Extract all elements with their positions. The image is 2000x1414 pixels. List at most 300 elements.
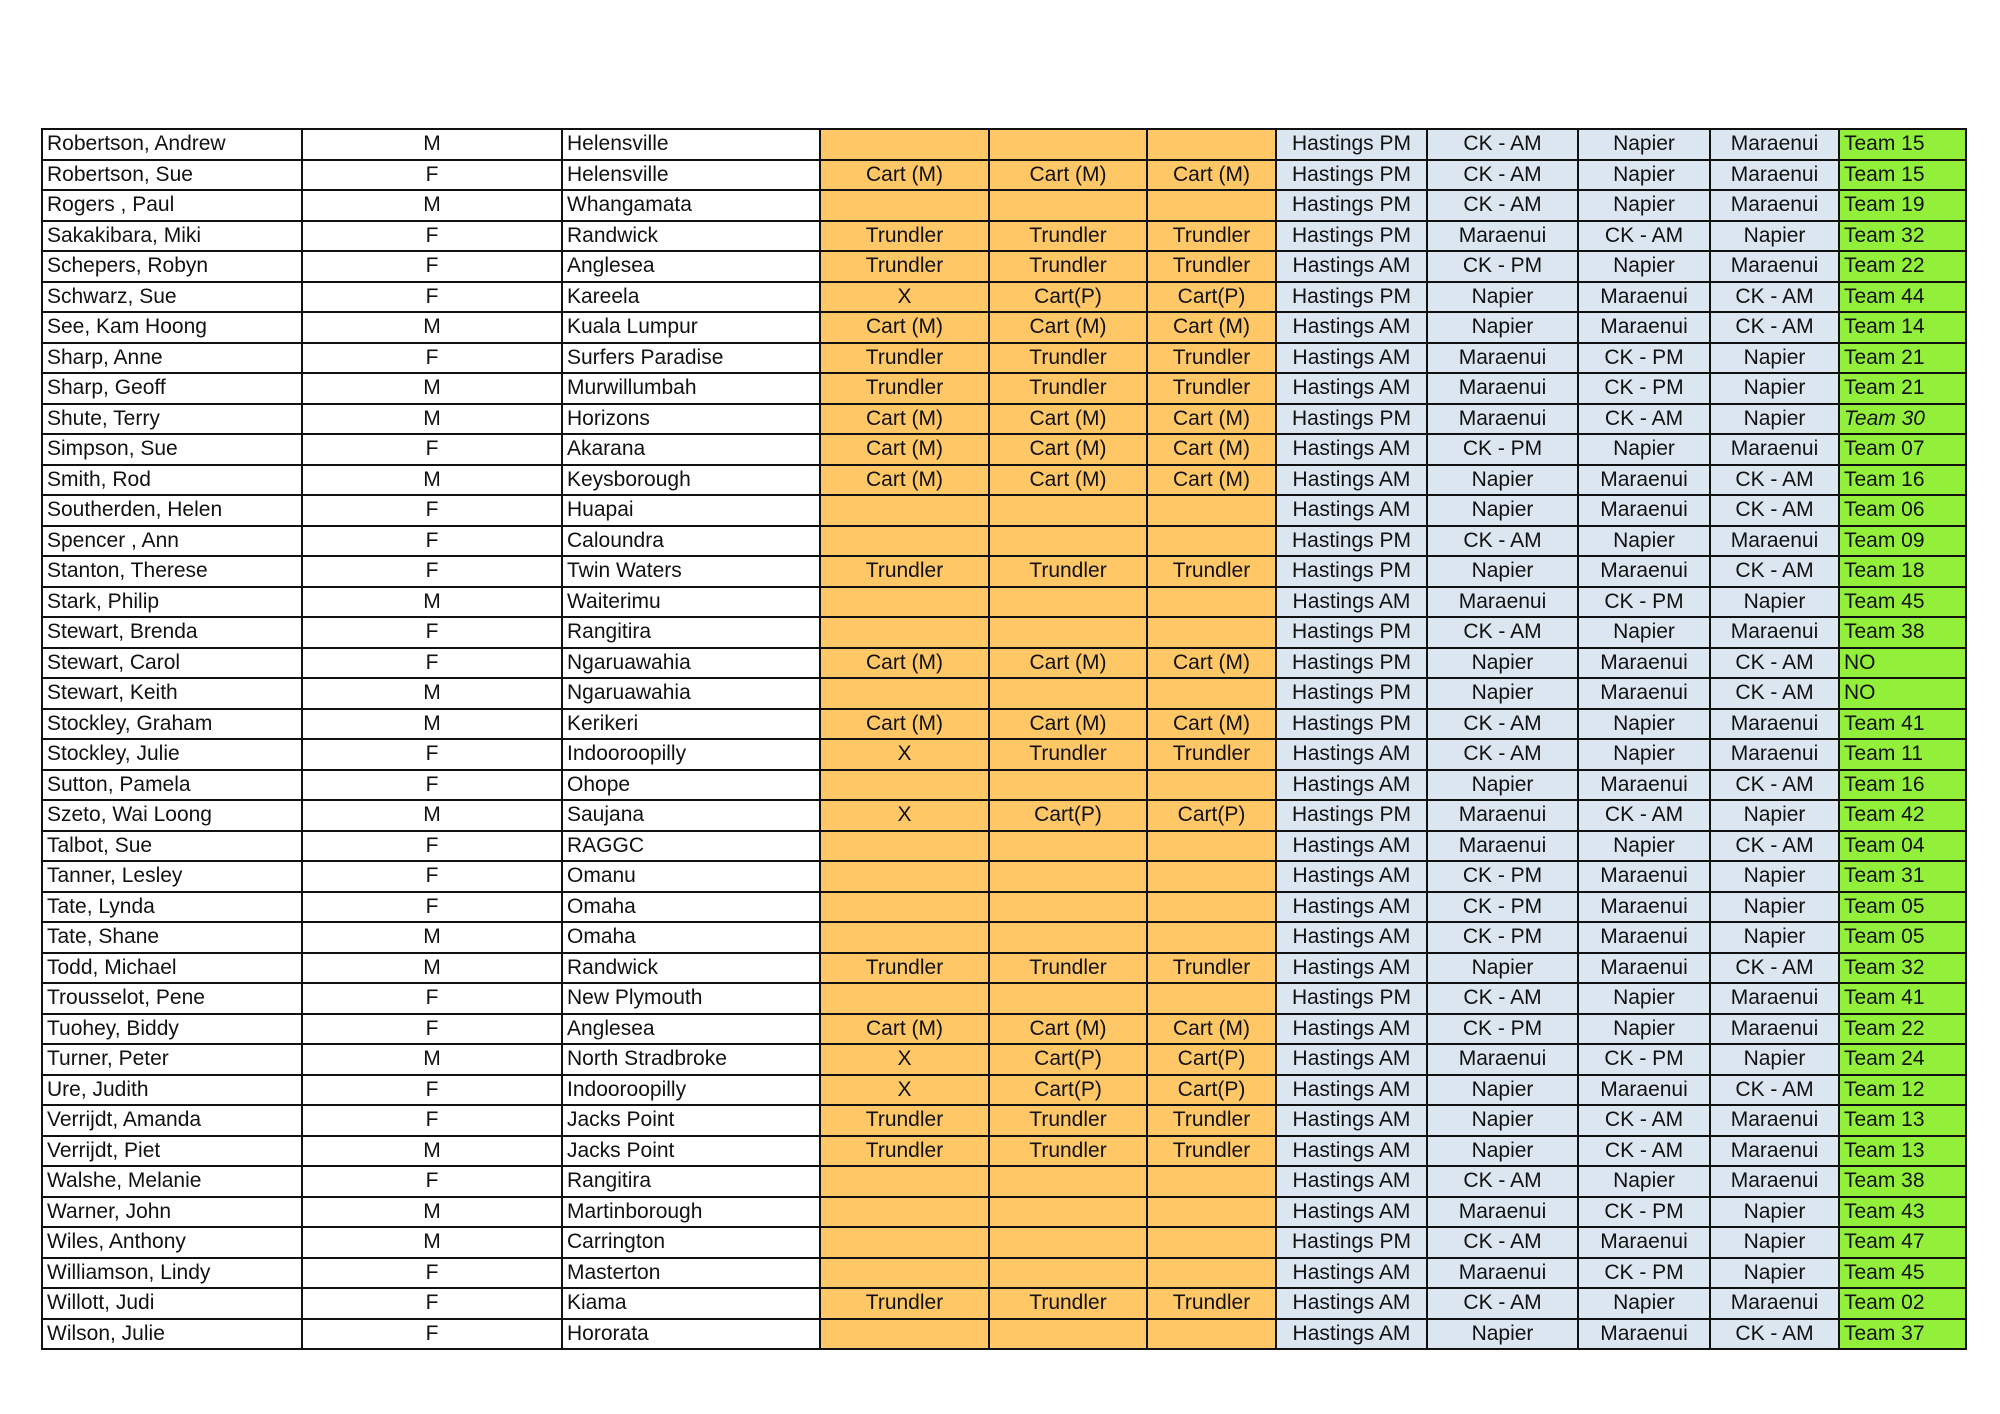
round4-course-cell: Maraenui xyxy=(1710,739,1839,770)
round3-course-cell: Napier xyxy=(1578,251,1710,282)
round1-course-cell: Hastings PM xyxy=(1276,526,1427,557)
table-row xyxy=(42,343,1966,374)
player-name-cell: Talbot, Sue xyxy=(42,831,302,862)
equipment-day2-cell xyxy=(989,678,1147,709)
equipment-day1-cell: Trundler xyxy=(820,556,989,587)
table-row xyxy=(42,831,1966,862)
round4-course-cell: Maraenui xyxy=(1710,190,1839,221)
team-cell: Team 42 xyxy=(1839,800,1966,831)
round4-course-cell: Napier xyxy=(1710,892,1839,923)
table-row xyxy=(42,739,1966,770)
equipment-day3-cell: Cart (M) xyxy=(1147,648,1276,679)
equipment-day1-cell xyxy=(820,495,989,526)
club-cell: Anglesea xyxy=(562,1014,820,1045)
round3-course-cell: CK - PM xyxy=(1578,373,1710,404)
team-cell: Team 22 xyxy=(1839,251,1966,282)
round1-course-cell: Hastings AM xyxy=(1276,465,1427,496)
round3-course-cell: Napier xyxy=(1578,434,1710,465)
equipment-day1-cell xyxy=(820,678,989,709)
club-cell: Huapai xyxy=(562,495,820,526)
gender-cell: M xyxy=(302,922,562,953)
club-cell: Whangamata xyxy=(562,190,820,221)
gender-cell: F xyxy=(302,770,562,801)
equipment-day1-cell xyxy=(820,892,989,923)
round3-course-cell: CK - PM xyxy=(1578,1258,1710,1289)
round2-course-cell: CK - PM xyxy=(1427,434,1578,465)
gender-cell: F xyxy=(302,526,562,557)
round2-course-cell: Napier xyxy=(1427,465,1578,496)
club-cell: Kareela xyxy=(562,282,820,313)
gender-cell: F xyxy=(302,617,562,648)
table-row xyxy=(42,617,1966,648)
team-cell: Team 05 xyxy=(1839,922,1966,953)
gender-cell: M xyxy=(302,190,562,221)
round1-course-cell: Hastings AM xyxy=(1276,1258,1427,1289)
round3-course-cell: Napier xyxy=(1578,1288,1710,1319)
round3-course-cell: Napier xyxy=(1578,129,1710,160)
round4-course-cell: Maraenui xyxy=(1710,526,1839,557)
equipment-day2-cell: Trundler xyxy=(989,373,1147,404)
round2-course-cell: CK - AM xyxy=(1427,129,1578,160)
equipment-day2-cell: Trundler xyxy=(989,739,1147,770)
round4-course-cell: CK - AM xyxy=(1710,312,1839,343)
table-row xyxy=(42,709,1966,740)
round4-course-cell: CK - AM xyxy=(1710,953,1839,984)
team-cell: Team 02 xyxy=(1839,1288,1966,1319)
round1-course-cell: Hastings PM xyxy=(1276,221,1427,252)
team-cell: Team 38 xyxy=(1839,617,1966,648)
gender-cell: F xyxy=(302,1288,562,1319)
gender-cell: M xyxy=(302,587,562,618)
player-name-cell: Stewart, Keith xyxy=(42,678,302,709)
player-name-cell: Robertson, Andrew xyxy=(42,129,302,160)
round4-course-cell: Maraenui xyxy=(1710,983,1839,1014)
round4-course-cell: Maraenui xyxy=(1710,1105,1839,1136)
player-name-cell: Szeto, Wai Loong xyxy=(42,800,302,831)
team-cell: Team 05 xyxy=(1839,892,1966,923)
round2-course-cell: CK - AM xyxy=(1427,739,1578,770)
round3-course-cell: CK - AM xyxy=(1578,800,1710,831)
round4-course-cell: Napier xyxy=(1710,1227,1839,1258)
player-name-cell: Sutton, Pamela xyxy=(42,770,302,801)
round4-course-cell: CK - AM xyxy=(1710,465,1839,496)
round1-course-cell: Hastings AM xyxy=(1276,1197,1427,1228)
club-cell: Hororata xyxy=(562,1319,820,1350)
team-cell: Team 32 xyxy=(1839,953,1966,984)
gender-cell: M xyxy=(302,129,562,160)
round4-course-cell: Maraenui xyxy=(1710,251,1839,282)
table-row xyxy=(42,556,1966,587)
equipment-day1-cell: Cart (M) xyxy=(820,312,989,343)
equipment-day3-cell xyxy=(1147,526,1276,557)
player-name-cell: Southerden, Helen xyxy=(42,495,302,526)
round3-course-cell: Napier xyxy=(1578,190,1710,221)
round3-course-cell: Napier xyxy=(1578,1014,1710,1045)
equipment-day1-cell xyxy=(820,587,989,618)
club-cell: Ohope xyxy=(562,770,820,801)
club-cell: Kerikeri xyxy=(562,709,820,740)
round4-course-cell: Napier xyxy=(1710,861,1839,892)
player-name-cell: Verrijdt, Piet xyxy=(42,1136,302,1167)
team-cell: Team 21 xyxy=(1839,343,1966,374)
gender-cell: M xyxy=(302,678,562,709)
gender-cell: F xyxy=(302,1319,562,1350)
round4-course-cell: Napier xyxy=(1710,1258,1839,1289)
team-cell: Team 16 xyxy=(1839,770,1966,801)
equipment-day1-cell: Cart (M) xyxy=(820,709,989,740)
round4-course-cell: Napier xyxy=(1710,221,1839,252)
equipment-day3-cell: Cart (M) xyxy=(1147,1014,1276,1045)
club-cell: Rangitira xyxy=(562,1166,820,1197)
equipment-day2-cell: Cart (M) xyxy=(989,709,1147,740)
club-cell: Murwillumbah xyxy=(562,373,820,404)
equipment-day3-cell xyxy=(1147,495,1276,526)
round2-course-cell: CK - PM xyxy=(1427,892,1578,923)
team-cell: Team 18 xyxy=(1839,556,1966,587)
team-cell: Team 11 xyxy=(1839,739,1966,770)
club-cell: Jacks Point xyxy=(562,1136,820,1167)
table-row xyxy=(42,251,1966,282)
player-name-cell: Wilson, Julie xyxy=(42,1319,302,1350)
table-row xyxy=(42,861,1966,892)
round3-course-cell: CK - PM xyxy=(1578,1044,1710,1075)
equipment-day2-cell: Trundler xyxy=(989,1136,1147,1167)
player-name-cell: Schepers, Robyn xyxy=(42,251,302,282)
gender-cell: M xyxy=(302,1044,562,1075)
round1-course-cell: Hastings PM xyxy=(1276,678,1427,709)
equipment-day2-cell xyxy=(989,1197,1147,1228)
club-cell: Waiterimu xyxy=(562,587,820,618)
round3-course-cell: Maraenui xyxy=(1578,495,1710,526)
round3-course-cell: Napier xyxy=(1578,617,1710,648)
player-name-cell: Trousselot, Pene xyxy=(42,983,302,1014)
player-name-cell: Stanton, Therese xyxy=(42,556,302,587)
player-name-cell: Williamson, Lindy xyxy=(42,1258,302,1289)
equipment-day2-cell: Cart(P) xyxy=(989,1075,1147,1106)
equipment-day2-cell: Trundler xyxy=(989,556,1147,587)
equipment-day1-cell: Trundler xyxy=(820,1105,989,1136)
round4-course-cell: Maraenui xyxy=(1710,617,1839,648)
player-name-cell: Stewart, Carol xyxy=(42,648,302,679)
round4-course-cell: Napier xyxy=(1710,922,1839,953)
equipment-day3-cell xyxy=(1147,617,1276,648)
club-cell: Omanu xyxy=(562,861,820,892)
round2-course-cell: Napier xyxy=(1427,1105,1578,1136)
club-cell: Ngaruawahia xyxy=(562,678,820,709)
equipment-day2-cell xyxy=(989,587,1147,618)
round3-course-cell: CK - AM xyxy=(1578,404,1710,435)
equipment-day3-cell xyxy=(1147,1197,1276,1228)
equipment-day1-cell xyxy=(820,526,989,557)
equipment-day3-cell: Cart (M) xyxy=(1147,160,1276,191)
round2-course-cell: CK - AM xyxy=(1427,1166,1578,1197)
round3-course-cell: CK - PM xyxy=(1578,343,1710,374)
equipment-day3-cell: Cart(P) xyxy=(1147,1075,1276,1106)
club-cell: Kuala Lumpur xyxy=(562,312,820,343)
round1-course-cell: Hastings AM xyxy=(1276,770,1427,801)
gender-cell: M xyxy=(302,709,562,740)
round1-course-cell: Hastings PM xyxy=(1276,160,1427,191)
table-row xyxy=(42,1136,1966,1167)
table-row xyxy=(42,1258,1966,1289)
round3-course-cell: Maraenui xyxy=(1578,770,1710,801)
round4-course-cell: CK - AM xyxy=(1710,282,1839,313)
round2-course-cell: Napier xyxy=(1427,678,1578,709)
round1-course-cell: Hastings AM xyxy=(1276,922,1427,953)
table-row xyxy=(42,587,1966,618)
round2-course-cell: CK - PM xyxy=(1427,1014,1578,1045)
equipment-day1-cell: Trundler xyxy=(820,1136,989,1167)
round3-course-cell: CK - AM xyxy=(1578,1136,1710,1167)
player-name-cell: Walshe, Melanie xyxy=(42,1166,302,1197)
gender-cell: F xyxy=(302,892,562,923)
team-cell: Team 09 xyxy=(1839,526,1966,557)
table-row xyxy=(42,1105,1966,1136)
equipment-day2-cell: Cart (M) xyxy=(989,465,1147,496)
round4-course-cell: CK - AM xyxy=(1710,678,1839,709)
equipment-day2-cell xyxy=(989,861,1147,892)
equipment-day2-cell xyxy=(989,495,1147,526)
club-cell: Keysborough xyxy=(562,465,820,496)
round2-course-cell: Napier xyxy=(1427,648,1578,679)
team-cell: Team 06 xyxy=(1839,495,1966,526)
team-cell: NO xyxy=(1839,678,1966,709)
round2-course-cell: CK - AM xyxy=(1427,160,1578,191)
round3-course-cell: Napier xyxy=(1578,526,1710,557)
round4-course-cell: Napier xyxy=(1710,404,1839,435)
club-cell: Horizons xyxy=(562,404,820,435)
round2-course-cell: CK - AM xyxy=(1427,1227,1578,1258)
equipment-day2-cell: Trundler xyxy=(989,221,1147,252)
round4-course-cell: Maraenui xyxy=(1710,1166,1839,1197)
equipment-day2-cell: Cart (M) xyxy=(989,312,1147,343)
equipment-day1-cell: Cart (M) xyxy=(820,648,989,679)
round4-course-cell: Maraenui xyxy=(1710,1014,1839,1045)
table-row xyxy=(42,160,1966,191)
equipment-day2-cell: Trundler xyxy=(989,1105,1147,1136)
equipment-day1-cell xyxy=(820,770,989,801)
round2-course-cell: Napier xyxy=(1427,1319,1578,1350)
table-row xyxy=(42,800,1966,831)
gender-cell: M xyxy=(302,373,562,404)
equipment-day3-cell xyxy=(1147,1258,1276,1289)
player-name-cell: Tate, Lynda xyxy=(42,892,302,923)
equipment-day1-cell xyxy=(820,1197,989,1228)
round4-course-cell: CK - AM xyxy=(1710,495,1839,526)
round1-course-cell: Hastings PM xyxy=(1276,709,1427,740)
equipment-day3-cell: Cart(P) xyxy=(1147,282,1276,313)
equipment-day3-cell: Cart(P) xyxy=(1147,1044,1276,1075)
equipment-day3-cell: Cart (M) xyxy=(1147,312,1276,343)
round4-course-cell: CK - AM xyxy=(1710,1319,1839,1350)
equipment-day2-cell xyxy=(989,190,1147,221)
team-cell: NO xyxy=(1839,648,1966,679)
club-cell: Rangitira xyxy=(562,617,820,648)
equipment-day1-cell xyxy=(820,1166,989,1197)
equipment-day2-cell xyxy=(989,922,1147,953)
team-cell: Team 21 xyxy=(1839,373,1966,404)
round1-course-cell: Hastings PM xyxy=(1276,983,1427,1014)
equipment-day3-cell: Cart (M) xyxy=(1147,404,1276,435)
equipment-day2-cell xyxy=(989,617,1147,648)
equipment-day3-cell: Trundler xyxy=(1147,373,1276,404)
team-cell: Team 41 xyxy=(1839,983,1966,1014)
table-row xyxy=(42,465,1966,496)
team-cell: Team 15 xyxy=(1839,160,1966,191)
player-name-cell: Spencer , Ann xyxy=(42,526,302,557)
round3-course-cell: Maraenui xyxy=(1578,312,1710,343)
equipment-day2-cell: Cart(P) xyxy=(989,1044,1147,1075)
round2-course-cell: CK - AM xyxy=(1427,617,1578,648)
round2-course-cell: Napier xyxy=(1427,1136,1578,1167)
player-name-cell: Shute, Terry xyxy=(42,404,302,435)
round1-course-cell: Hastings PM xyxy=(1276,282,1427,313)
round3-course-cell: CK - AM xyxy=(1578,1105,1710,1136)
equipment-day3-cell xyxy=(1147,129,1276,160)
round2-course-cell: CK - PM xyxy=(1427,861,1578,892)
gender-cell: F xyxy=(302,1014,562,1045)
round1-course-cell: Hastings AM xyxy=(1276,953,1427,984)
club-cell: Indooroopilly xyxy=(562,1075,820,1106)
gender-cell: F xyxy=(302,221,562,252)
team-cell: Team 15 xyxy=(1839,129,1966,160)
equipment-day3-cell: Trundler xyxy=(1147,343,1276,374)
table-row xyxy=(42,1288,1966,1319)
round3-course-cell: Maraenui xyxy=(1578,892,1710,923)
club-cell: Randwick xyxy=(562,221,820,252)
equipment-day3-cell xyxy=(1147,1227,1276,1258)
equipment-day3-cell: Cart (M) xyxy=(1147,709,1276,740)
equipment-day2-cell: Cart(P) xyxy=(989,800,1147,831)
equipment-day3-cell xyxy=(1147,1319,1276,1350)
equipment-day3-cell: Trundler xyxy=(1147,251,1276,282)
round1-course-cell: Hastings AM xyxy=(1276,739,1427,770)
table-row xyxy=(42,648,1966,679)
player-name-cell: Sakakibara, Miki xyxy=(42,221,302,252)
round4-course-cell: CK - AM xyxy=(1710,1075,1839,1106)
club-cell: Masterton xyxy=(562,1258,820,1289)
equipment-day1-cell: Trundler xyxy=(820,343,989,374)
gender-cell: F xyxy=(302,1166,562,1197)
player-name-cell: Stockley, Graham xyxy=(42,709,302,740)
round2-course-cell: Maraenui xyxy=(1427,373,1578,404)
equipment-day1-cell: X xyxy=(820,1044,989,1075)
equipment-day1-cell: Trundler xyxy=(820,251,989,282)
equipment-day2-cell: Trundler xyxy=(989,953,1147,984)
round1-course-cell: Hastings AM xyxy=(1276,892,1427,923)
equipment-day1-cell xyxy=(820,831,989,862)
equipment-day1-cell: X xyxy=(820,1075,989,1106)
table-row xyxy=(42,1319,1966,1350)
equipment-day2-cell: Cart(P) xyxy=(989,282,1147,313)
table-row xyxy=(42,282,1966,313)
round4-course-cell: Napier xyxy=(1710,587,1839,618)
equipment-day1-cell xyxy=(820,129,989,160)
club-cell: Surfers Paradise xyxy=(562,343,820,374)
round3-course-cell: Maraenui xyxy=(1578,465,1710,496)
equipment-day2-cell xyxy=(989,831,1147,862)
club-cell: Ngaruawahia xyxy=(562,648,820,679)
round1-course-cell: Hastings AM xyxy=(1276,1044,1427,1075)
equipment-day3-cell: Cart (M) xyxy=(1147,434,1276,465)
equipment-day2-cell xyxy=(989,892,1147,923)
equipment-day3-cell xyxy=(1147,190,1276,221)
gender-cell: M xyxy=(302,1227,562,1258)
equipment-day1-cell: Cart (M) xyxy=(820,404,989,435)
table-row xyxy=(42,495,1966,526)
club-cell: RAGGC xyxy=(562,831,820,862)
round2-course-cell: Napier xyxy=(1427,282,1578,313)
club-cell: Akarana xyxy=(562,434,820,465)
equipment-day1-cell: X xyxy=(820,739,989,770)
gender-cell: F xyxy=(302,434,562,465)
table-row xyxy=(42,678,1966,709)
round2-course-cell: Maraenui xyxy=(1427,587,1578,618)
player-name-cell: Sharp, Geoff xyxy=(42,373,302,404)
table-row xyxy=(42,953,1966,984)
round3-course-cell: Maraenui xyxy=(1578,556,1710,587)
player-name-cell: Wiles, Anthony xyxy=(42,1227,302,1258)
round3-course-cell: Napier xyxy=(1578,709,1710,740)
club-cell: North Stradbroke xyxy=(562,1044,820,1075)
team-cell: Team 07 xyxy=(1839,434,1966,465)
round2-course-cell: Maraenui xyxy=(1427,800,1578,831)
club-cell: Helensville xyxy=(562,129,820,160)
player-name-cell: Verrijdt, Amanda xyxy=(42,1105,302,1136)
round2-course-cell: Maraenui xyxy=(1427,1258,1578,1289)
table-row xyxy=(42,190,1966,221)
round2-course-cell: Maraenui xyxy=(1427,1044,1578,1075)
equipment-day3-cell: Trundler xyxy=(1147,556,1276,587)
equipment-day3-cell xyxy=(1147,983,1276,1014)
equipment-day1-cell: X xyxy=(820,282,989,313)
gender-cell: M xyxy=(302,1197,562,1228)
equipment-day1-cell xyxy=(820,983,989,1014)
round3-course-cell: Maraenui xyxy=(1578,648,1710,679)
equipment-day3-cell: Cart(P) xyxy=(1147,800,1276,831)
equipment-day3-cell xyxy=(1147,678,1276,709)
team-cell: Team 31 xyxy=(1839,861,1966,892)
equipment-day2-cell xyxy=(989,1258,1147,1289)
round3-course-cell: Maraenui xyxy=(1578,1075,1710,1106)
equipment-day2-cell: Cart (M) xyxy=(989,160,1147,191)
table-row xyxy=(42,129,1966,160)
round4-course-cell: CK - AM xyxy=(1710,648,1839,679)
round1-course-cell: Hastings AM xyxy=(1276,1014,1427,1045)
round1-course-cell: Hastings AM xyxy=(1276,1105,1427,1136)
table-row xyxy=(42,983,1966,1014)
equipment-day1-cell: Trundler xyxy=(820,1288,989,1319)
player-name-cell: See, Kam Hoong xyxy=(42,312,302,343)
round3-course-cell: Maraenui xyxy=(1578,678,1710,709)
table-row xyxy=(42,221,1966,252)
club-cell: Randwick xyxy=(562,953,820,984)
gender-cell: M xyxy=(302,465,562,496)
round2-course-cell: Maraenui xyxy=(1427,831,1578,862)
gender-cell: F xyxy=(302,556,562,587)
round1-course-cell: Hastings PM xyxy=(1276,129,1427,160)
club-cell: Martinborough xyxy=(562,1197,820,1228)
round1-course-cell: Hastings AM xyxy=(1276,495,1427,526)
round1-course-cell: Hastings AM xyxy=(1276,312,1427,343)
team-cell: Team 13 xyxy=(1839,1105,1966,1136)
club-cell: Omaha xyxy=(562,892,820,923)
equipment-day2-cell: Trundler xyxy=(989,1288,1147,1319)
player-name-cell: Smith, Rod xyxy=(42,465,302,496)
gender-cell: F xyxy=(302,831,562,862)
round2-course-cell: CK - AM xyxy=(1427,526,1578,557)
equipment-day2-cell: Trundler xyxy=(989,343,1147,374)
